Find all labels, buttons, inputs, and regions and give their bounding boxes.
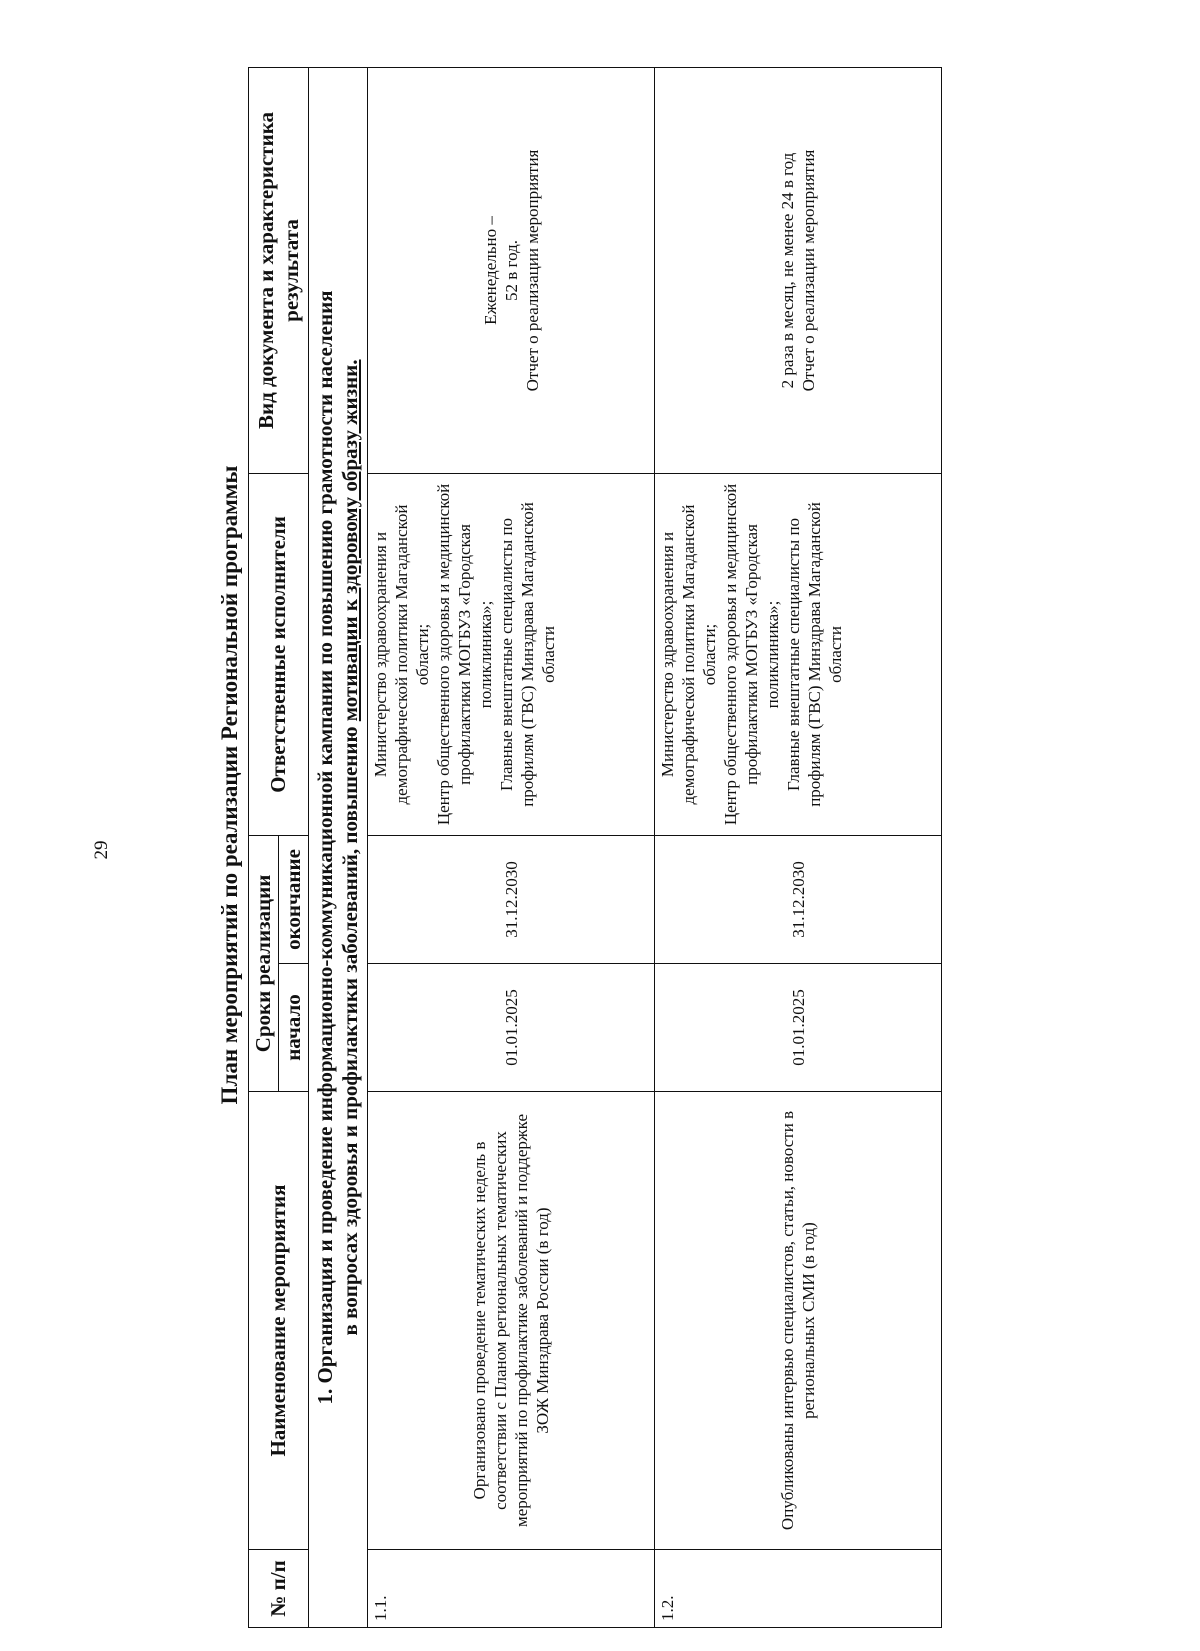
- row-executors: [655, 473, 942, 835]
- executor-line: Главные внештатные специалисты по профилям (ГВС) Минздрава Магаданской области: [784, 502, 845, 807]
- executor-line: Центр общественного здоровья и медицинской профилактики МОГБУЗ «Городская поликлиника»;: [721, 483, 782, 826]
- executor-line: Министерство здравоохранения и демографической политики Магаданской области;: [371, 504, 432, 805]
- result-line: 2 раза в месяц, не менее 24 в год: [778, 152, 797, 389]
- page-number: 29: [91, 840, 112, 860]
- plan-table: [248, 67, 942, 1628]
- section-line-2a: в вопросах здоровья и профилактики заболеваний, повышению: [338, 721, 362, 1336]
- row-result: [655, 67, 942, 473]
- row-start: 01.01.2025: [368, 964, 655, 1092]
- document-title: План мероприятий по реализации Региональной программы: [217, 465, 242, 1105]
- section-line-1: 1. Организация и проведение информационно-коммуникационной кампании по повышению грамотности населения: [313, 290, 337, 1405]
- plan-table-container: [248, 68, 984, 1628]
- result-line: Еженедельно –: [480, 216, 500, 325]
- header-name: Наименование мероприятия: [249, 1092, 309, 1550]
- executor-line: Главные внештатные специалисты по профилям (ГВС) Минздрава Магаданской области: [497, 502, 558, 807]
- row-end: 31.12.2030: [368, 835, 655, 963]
- header-start: начало: [279, 964, 309, 1092]
- header-end: окончание: [279, 835, 309, 963]
- result-line: 52 в год.: [501, 239, 521, 301]
- section-line-2: [338, 76, 363, 1619]
- header-result: Вид документа и характеристика результата: [249, 67, 309, 473]
- result-line: Отчет о реализации мероприятия: [522, 149, 542, 392]
- row-num: 1.2.: [655, 1550, 942, 1628]
- row-num: 1.1.: [368, 1550, 655, 1628]
- section-heading: [309, 67, 368, 1627]
- row-start: 01.01.2025: [655, 964, 942, 1092]
- row-name: Опубликованы интервью специалистов, статьи, новости в региональных СМИ (в год): [655, 1092, 942, 1550]
- section-line-2b: мотивации к здоровому образу жизни.: [338, 359, 362, 722]
- header-num: № п/п: [249, 1550, 309, 1628]
- header-executors: Ответственные исполнители: [249, 473, 309, 835]
- row-executors: [368, 473, 655, 835]
- row-result: [368, 67, 655, 473]
- result-line: Отчет о реализации мероприятия: [799, 149, 818, 392]
- table-row: [655, 67, 942, 1627]
- table-row: [368, 67, 655, 1627]
- row-name: Организовано проведение тематических недель в соответствии с Планом региональных тематических мероприятий по профилактике заболеваний и поддержке ЗОЖ Минздрава России (в год): [368, 1092, 655, 1550]
- header-row: [249, 67, 279, 1627]
- executor-line: Центр общественного здоровья и медицинской профилактики МОГБУЗ «Городская поликлиника»;: [434, 483, 495, 826]
- header-dates: Сроки реализации: [249, 835, 279, 1091]
- section-row: [309, 67, 368, 1627]
- row-end: 31.12.2030: [655, 835, 942, 963]
- executor-line: Министерство здравоохранения и демографической политики Магаданской области;: [658, 504, 719, 805]
